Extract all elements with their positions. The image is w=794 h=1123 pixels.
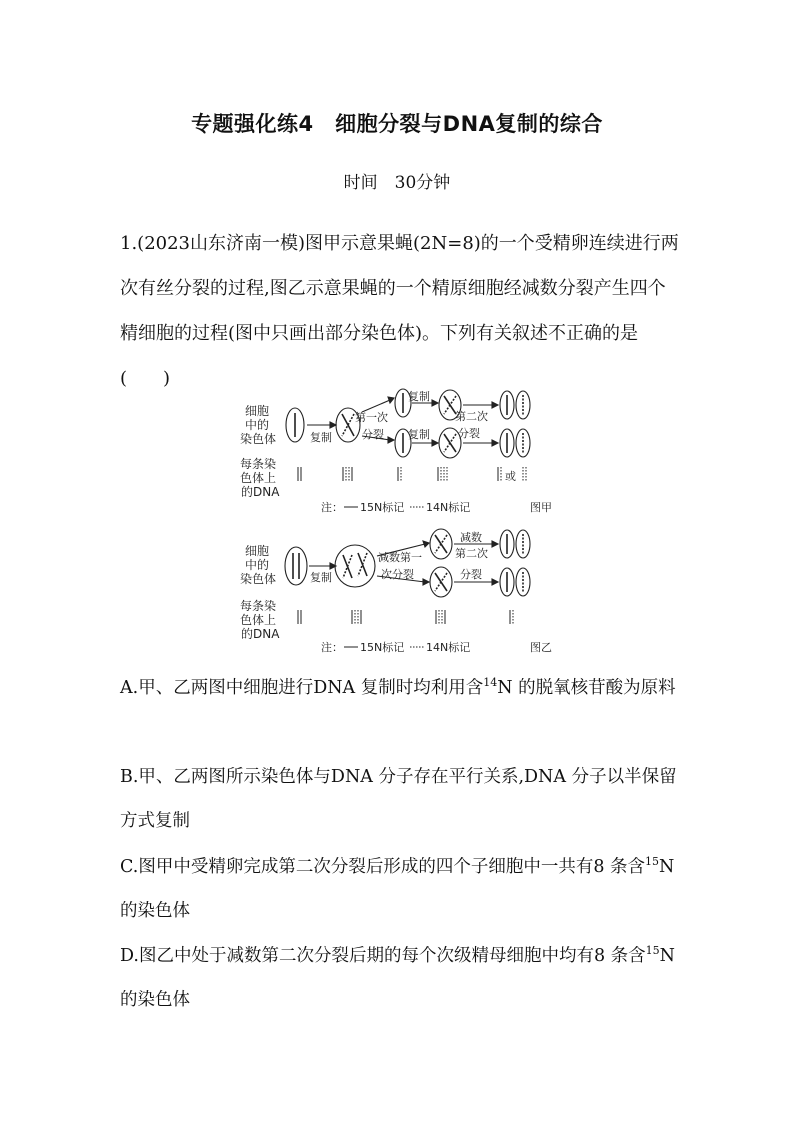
- option-d[interactable]: [120, 934, 680, 1022]
- yi-row1-label-2: 中的: [245, 558, 270, 572]
- yi-note-14n: 14N标记: [426, 641, 471, 654]
- jia-step2-b: 分裂: [362, 428, 384, 441]
- jia-row2-label-2: 色体上: [240, 471, 277, 485]
- jia-or: 或: [505, 470, 516, 483]
- jia-step5-b: 分裂: [458, 427, 480, 440]
- yi-cell-2: [335, 545, 375, 587]
- yi-step3-a: 减数: [460, 531, 482, 544]
- option-c[interactable]: [120, 845, 680, 933]
- yi-cell-1: [285, 547, 307, 585]
- yi-row1-label-1: 细胞: [245, 544, 270, 558]
- jia-step1: 复制: [310, 431, 332, 444]
- time-limit: 时间 30分钟: [343, 173, 451, 193]
- option-c-text-1: C.图甲中受精卵完成第二次分裂后形成的四个子细胞中一共有8 条含: [120, 857, 646, 877]
- option-d-text-2: N 的染色体: [120, 946, 675, 1010]
- yi-note-15n: 15N标记: [360, 641, 405, 654]
- figure-jia: [240, 404, 280, 499]
- yi-step2-b: 次分裂: [381, 568, 414, 581]
- yi-step2-a: 减数第一: [378, 551, 422, 564]
- option-a-sup: 14: [483, 676, 498, 690]
- yi-figure-name: 图乙: [530, 641, 552, 654]
- option-c-sup: 15: [645, 855, 660, 869]
- jia-dna-row: [298, 467, 526, 481]
- jia-step2-a: 第一次: [355, 411, 388, 424]
- option-b[interactable]: [120, 755, 680, 843]
- jia-note-prefix: 注：: [321, 501, 343, 514]
- jia-step3: 复制: [408, 390, 430, 403]
- yi-row2-label-1: 每条染: [240, 599, 277, 613]
- page-title: 专题强化练4 细胞分裂与DNA复制的综合: [191, 112, 603, 136]
- jia-note-14n: 14N标记: [426, 501, 471, 514]
- jia-row1-label-1: 细胞: [245, 404, 270, 418]
- yi-row2-label-2: 色体上: [240, 613, 277, 627]
- yi-note-prefix: 注：: [321, 641, 343, 654]
- jia-row1-label-3: 染色体: [240, 432, 277, 446]
- yi-row2-label-3: 的DNA: [241, 627, 280, 641]
- jia-step4: 复制: [408, 428, 430, 441]
- jia-row2-label-1: 每条染: [240, 457, 277, 471]
- option-a-text-2: N 的脱氧核苷酸为原料: [497, 678, 676, 698]
- yi-step3-b: 第二次: [455, 547, 488, 560]
- yi-dna-row: [298, 610, 513, 624]
- yi-step3-c: 分裂: [460, 568, 482, 581]
- option-c-text-2: N 的染色体: [120, 857, 675, 921]
- jia-row2-label-3: 的DNA: [241, 485, 280, 499]
- jia-row1-label-2: 中的: [245, 418, 270, 432]
- jia-note-15n: 15N标记: [360, 501, 405, 514]
- jia-figure-name: 图甲: [530, 501, 552, 514]
- question-text: 1.(2023山东济南一模)图甲示意果蝇(2N=8)的一个受精卵连续进行两次有丝分裂的过程,图乙示意果蝇的一个精原细胞经减数分裂产生四个精细胞的过程(图中只画出部分染色体)。下列有关叙述不正确的是: [120, 233, 679, 344]
- option-b-text: B.甲、乙两图所示染色体与DNA 分子存在平行关系,DNA 分子以半保留方式复制: [120, 767, 677, 831]
- option-d-sup: 15: [645, 944, 660, 958]
- answer-blank: ( ): [120, 368, 171, 389]
- yi-step1: 复制: [310, 571, 332, 584]
- jia-step5-a: 第二次: [455, 410, 488, 423]
- option-d-text-1: D.图乙中处于减数第二次分裂后期的每个次级精母细胞中均有8 条含: [120, 946, 646, 966]
- option-a[interactable]: [120, 666, 680, 710]
- yi-row1-label-3: 染色体: [240, 572, 277, 586]
- option-a-text-1: A.甲、乙两图中细胞进行DNA 复制时均利用含: [120, 678, 484, 698]
